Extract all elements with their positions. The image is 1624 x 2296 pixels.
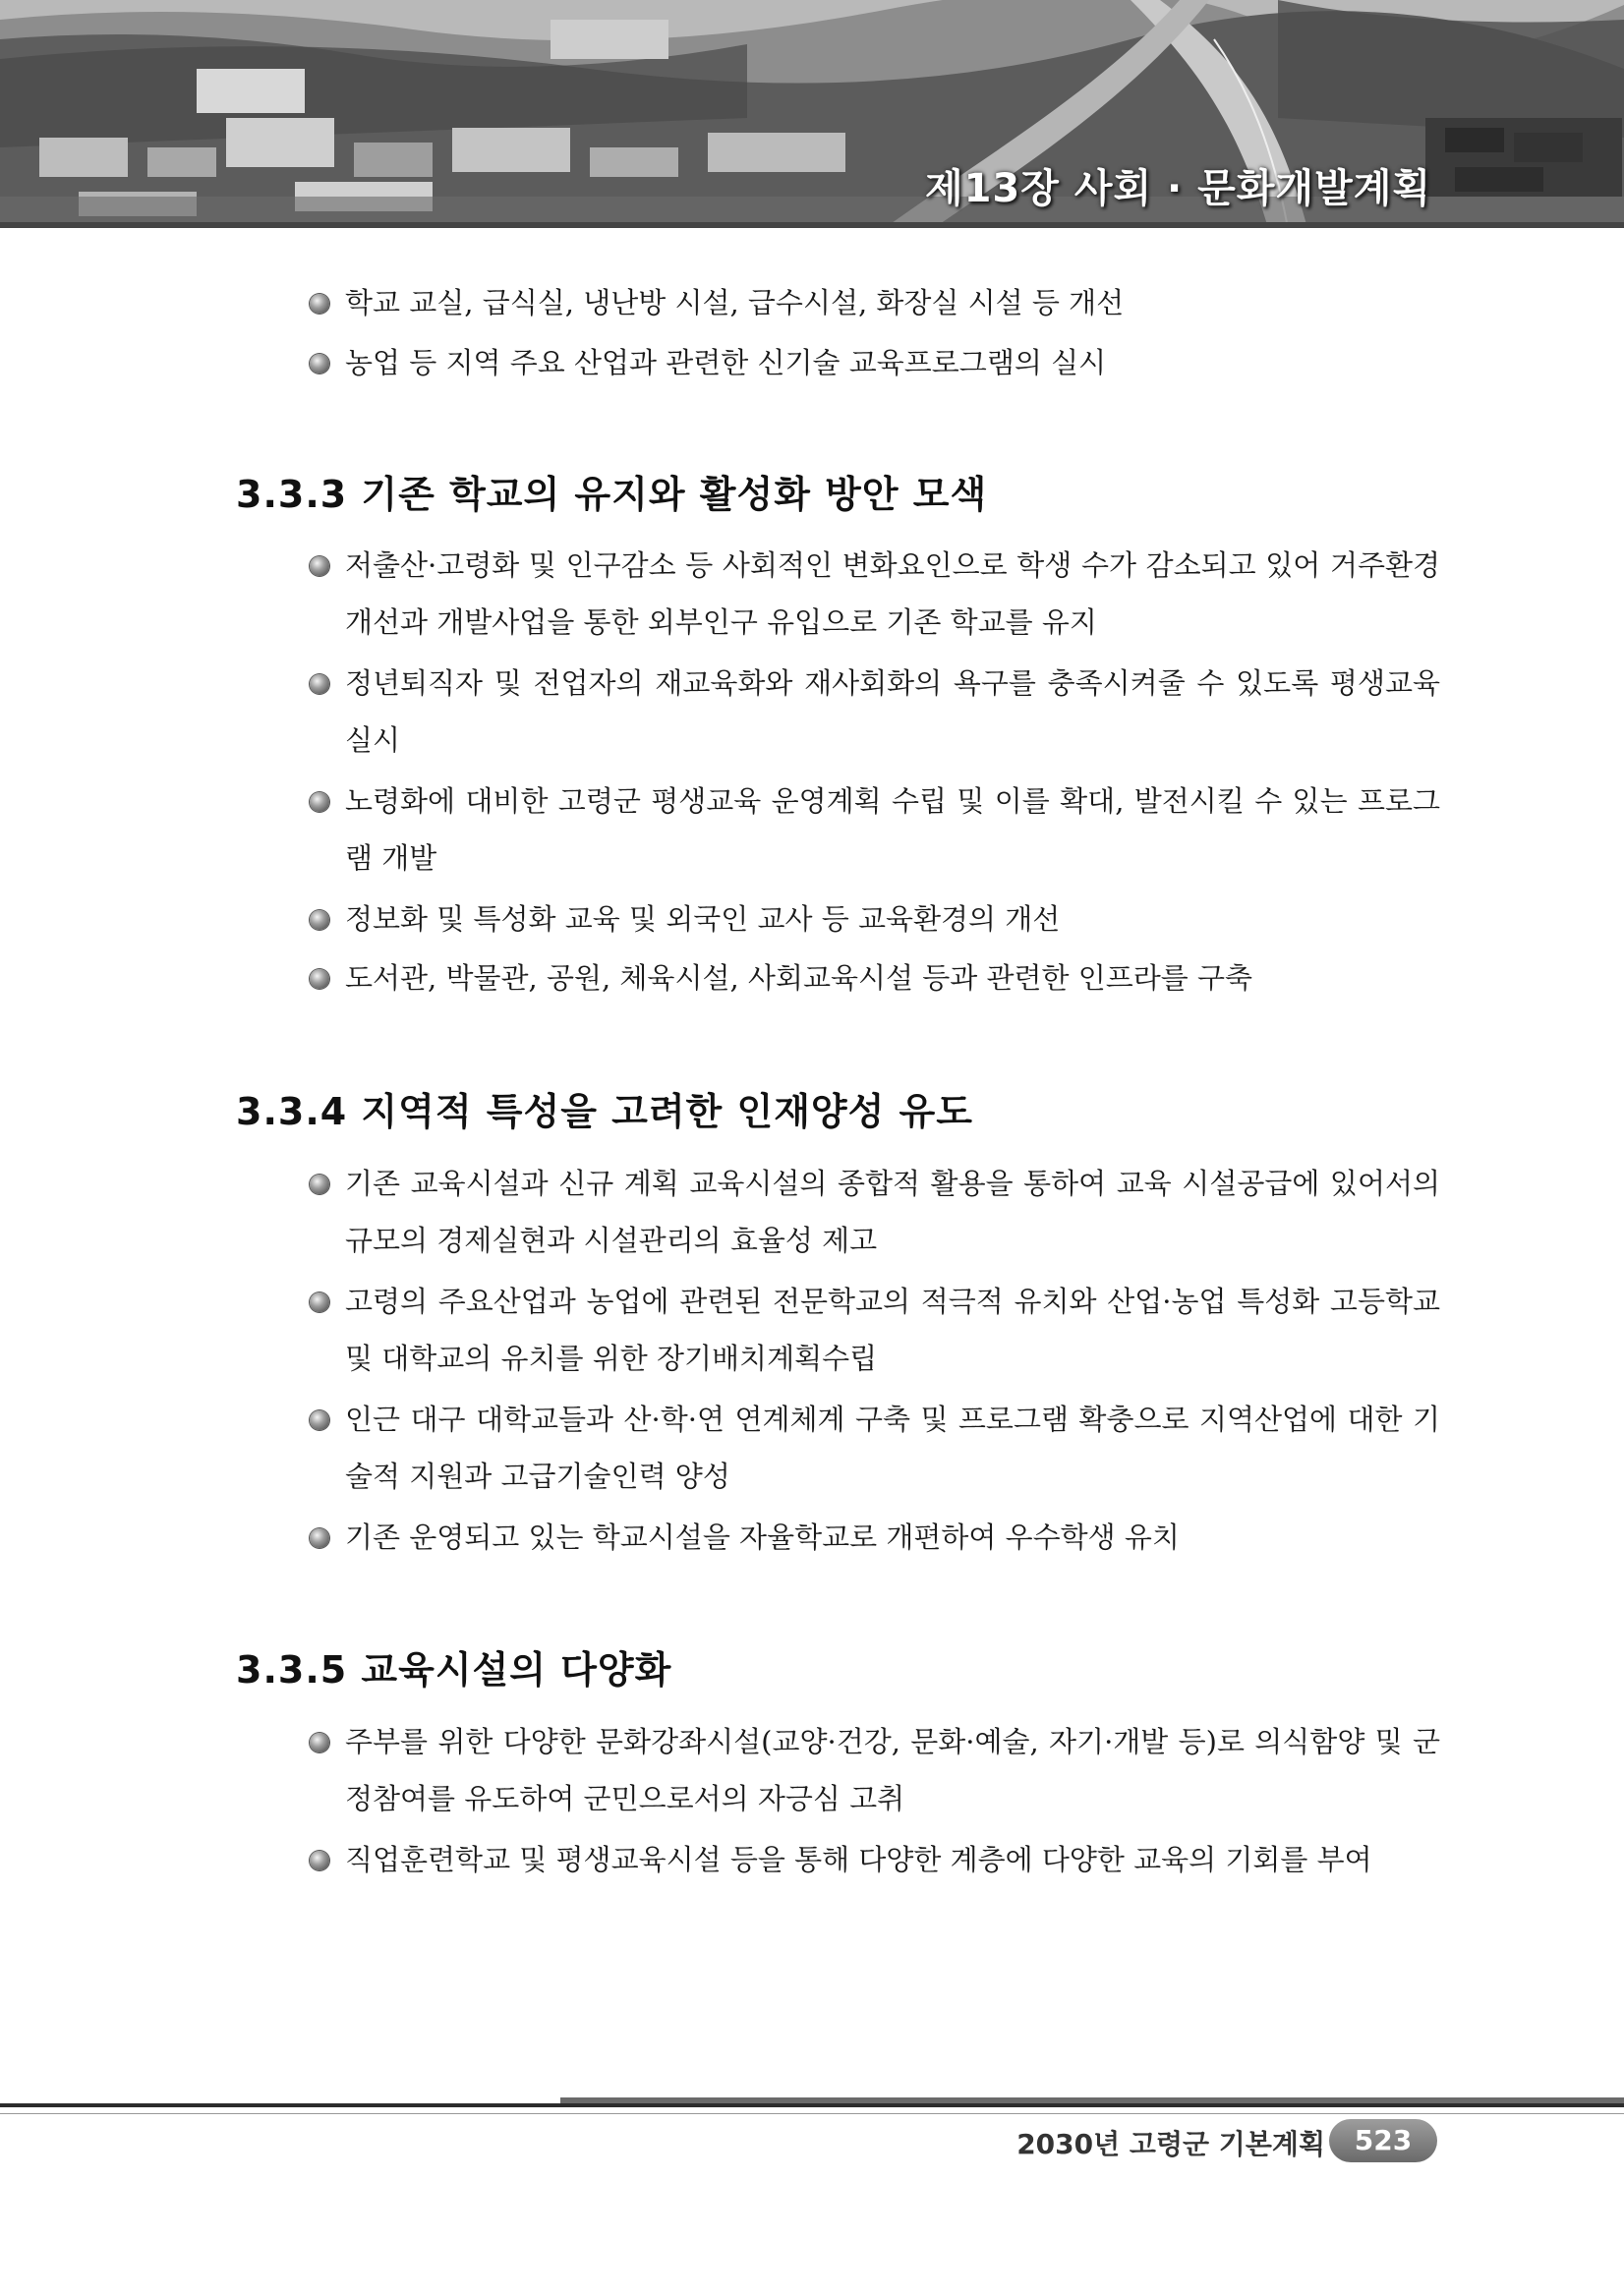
- bullet-text: 저출산·고령화 및 인구감소 등 사회적인 변화요인으로 학생 수가 감소되고 있어 거주환경 개선과 개발사업을 통한 외부인구 유입으로 기존 학교를 유지: [345, 548, 1440, 639]
- bullet-text: 기존 교육시설과 신규 계획 교육시설의 종합적 활용을 통하여 교육 시설공급에 있어서의 규모의 경제실현과 시설관리의 효율성 제고: [345, 1167, 1440, 1257]
- bullet-text: 노령화에 대비한 고령군 평생교육 운영계획 수립 및 이를 확대, 발전시킬 수 있는 프로그램 개발: [345, 784, 1440, 875]
- bullet-item: [310, 1713, 1440, 1827]
- bullet-text: 도서관, 박물관, 공원, 체육시설, 사회교육시설 등과 관련한 인프라를 구축: [345, 961, 1253, 995]
- bullet-icon: [310, 1733, 329, 1752]
- page-number: 523: [1329, 2119, 1437, 2162]
- bullet-item: [310, 949, 1440, 1006]
- header-banner: [0, 0, 1624, 228]
- footer-plan-title: 2030년 고령군 기본계획: [1016, 2128, 1325, 2160]
- bullet-text: 고령의 주요산업과 농업에 관련된 전문학교의 적극적 유치와 산업·농업 특성화 고등학교 및 대학교의 유치를 위한 장기배치계획수립: [345, 1285, 1440, 1375]
- footer-thin-rule: [0, 2113, 1624, 2114]
- bullet-icon: [310, 1410, 329, 1430]
- section-heading: 3.3.3 기존 학교의 유지와 활성화 방안 모색: [236, 473, 988, 516]
- bullet-text: 직업훈련학교 및 평생교육시설 등을 통해 다양한 계층에 다양한 교육의 기회를 부여: [345, 1843, 1372, 1876]
- bullet-icon: [310, 1292, 329, 1312]
- bullet-text: 학교 교실, 급식실, 냉난방 시설, 급수시설, 화장실 시설 등 개선: [345, 286, 1125, 319]
- bullet-icon: [310, 1175, 329, 1194]
- bullet-text: 정년퇴직자 및 전업자의 재교육화와 재사회화의 욕구를 충족시켜줄 수 있도록 평생교육 실시: [345, 666, 1440, 757]
- bullet-icon: [310, 354, 329, 373]
- bullet-icon: [310, 969, 329, 989]
- bullet-item: [310, 890, 1440, 947]
- bullet-text: 농업 등 지역 주요 산업과 관련한 신기술 교육프로그램의 실시: [345, 346, 1107, 379]
- bullet-item: [310, 1273, 1440, 1387]
- bullet-item: [310, 537, 1440, 651]
- bullet-item: [310, 1155, 1440, 1269]
- section-heading: 3.3.5 교육시설의 다양화: [236, 1648, 672, 1692]
- bullet-text: 정보화 및 특성화 교육 및 외국인 교사 등 교육환경의 개선: [345, 902, 1061, 936]
- section-heading: 3.3.4 지역적 특성을 고려한 인재양성 유도: [236, 1090, 973, 1133]
- bullet-icon: [310, 1851, 329, 1870]
- bullet-item: [310, 773, 1440, 887]
- bullet-item: [310, 655, 1440, 769]
- bullet-icon: [310, 792, 329, 812]
- bullet-item: [310, 1391, 1440, 1505]
- bullet-item: [310, 274, 1440, 331]
- bullet-icon: [310, 1528, 329, 1548]
- footer-rule: [0, 2103, 1624, 2107]
- bullet-text: 기존 운영되고 있는 학교시설을 자율학교로 개편하여 우수학생 유치: [345, 1521, 1180, 1554]
- chapter-title: 제13장 사회 · 문화개발계획: [924, 166, 1431, 211]
- bullet-icon: [310, 910, 329, 930]
- bullet-item: [310, 1831, 1440, 1888]
- bullet-icon: [310, 556, 329, 576]
- bullet-item: [310, 334, 1440, 391]
- bullet-icon: [310, 674, 329, 694]
- bullet-icon: [310, 294, 329, 314]
- bullet-text: 인근 대구 대학교들과 산·학·연 연계체계 구축 및 프로그램 확충으로 지역산업에 대한 기술적 지원과 고급기술인력 양성: [345, 1403, 1440, 1493]
- bullet-item: [310, 1509, 1440, 1566]
- bullet-text: 주부를 위한 다양한 문화강좌시설(교양·건강, 문화·예술, 자기·개발 등)로 의식함양 및 군정참여를 유도하여 군민으로서의 자긍심 고취: [345, 1725, 1440, 1815]
